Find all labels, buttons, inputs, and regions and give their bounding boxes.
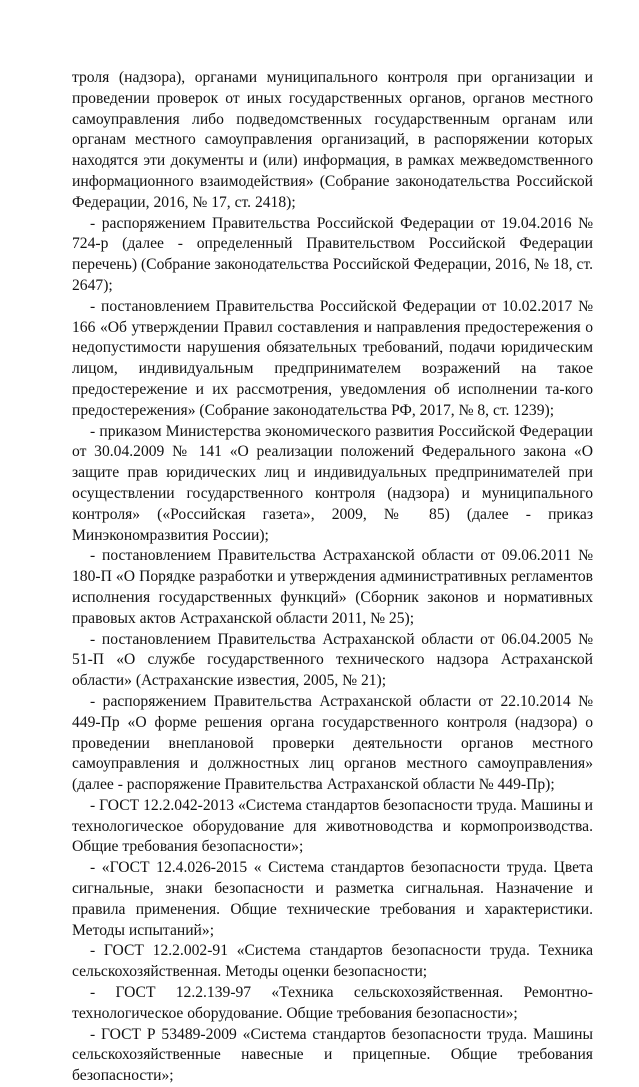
paragraph-gost-12-2-139: - ГОСТ 12.2.139-97 «Техника сельскохозяйственная. Ремонтно-технологическое оборудование. Общие требования безопасности»;	[72, 984, 593, 1022]
paragraph-gost-r-53489: - ГОСТ Р 53489-2009 «Система стандартов безопасности труда. Машины сельскохозяйственные навесные и прицепные. Общие требования безопасности»;	[72, 1025, 593, 1085]
paragraph-order-724: - распоряжением Правительства Российской Федерации от 19.04.2016 № 724-р (далее - определенный Правительством Российской Федерации перечень) (Собрание законодательства Российской Федерации, 2016, № 18, ст. 2647);	[72, 214, 593, 294]
paragraph-decree-180: - постановлением Правительства Астраханской области от 09.06.2011 № 180-П «О Порядке разработки и утверждения административных регламентов исполнения государственных функций» (Сборник законов и нормативных правовых актов Астраханской области 2011, № 25);	[72, 547, 593, 627]
paragraph-order-141: - приказом Министерства экономического развития Российской Федерации от 30.04.2009 № 141 «О реализации положений Федерального закона «О защите прав юридических лиц и индивидуальных предпринимателей при осуществлении государственного контроля (надзора) и муниципального контроля» («Российская газета», 2009, № 85) (далее - приказ Минэкономразвития России);	[72, 422, 593, 544]
paragraph-decree-51: - постановлением Правительства Астраханской области от 06.04.2005 № 51-П «О службе государственного технического надзора Астраханской области» (Астраханские известия, 2005, № 21);	[72, 630, 593, 690]
paragraph-continuation: троля (надзора), органами муниципального контроля при организации и проведении проверок от иных государственных органов, органов местного самоуправления либо подведомственных государственным органам или органам местного самоуправления организаций, в распоряжении которых находятся эти документы и (или) информация, в рамках межведомственного информационного взаимодействия» (Собрание законодательства Российской Федерации, 2016, № 17, ст. 2418);	[72, 69, 593, 211]
paragraph-decree-166: - постановлением Правительства Российской Федерации от 10.02.2017 № 166 «Об утверждении Правил составления и направления предостережения о недопустимости нарушения обязательных требований, подачи юридическим лицом, индивидуальным предпринимателем возражений на такое предостережение и их рассмотрения, уведомления об исполнении та-кого предостережения» (Собрание законодательства РФ, 2017, № 8, ст. 1239);	[72, 297, 593, 419]
paragraph-gost-12-2-002: - ГОСТ 12.2.002-91 «Система стандартов безопасности труда. Техника сельскохозяйственная. Методы оценки безопасности;	[72, 942, 593, 981]
paragraph-gost-12-4-026: - «ГОСТ 12.4.026-2015 « Система стандартов безопасности труда. Цвета сигнальные, знаки безопасности и разметка сигнальная. Назначение и правила применения. Общие технические требования и характеристики. Методы испытаний»;	[72, 859, 593, 939]
paragraph-order-449: - распоряжением Правительства Астраханской области от 22.10.2014 № 449-Пр «О форме решения органа государственного контроля (надзора) о проведении внеплановой проверки деятельности органов местного самоуправления и должностных лиц органов местного самоуправления» (далее - распоряжение Правительства Астраханской области № 449-Пр);	[72, 692, 593, 794]
paragraph-gost-12-2-042: - ГОСТ 12.2.042-2013 «Система стандартов безопасности труда. Машины и технологическое оборудование для животноводства и кормопроизводства. Общие требования безопасности»;	[72, 796, 593, 856]
